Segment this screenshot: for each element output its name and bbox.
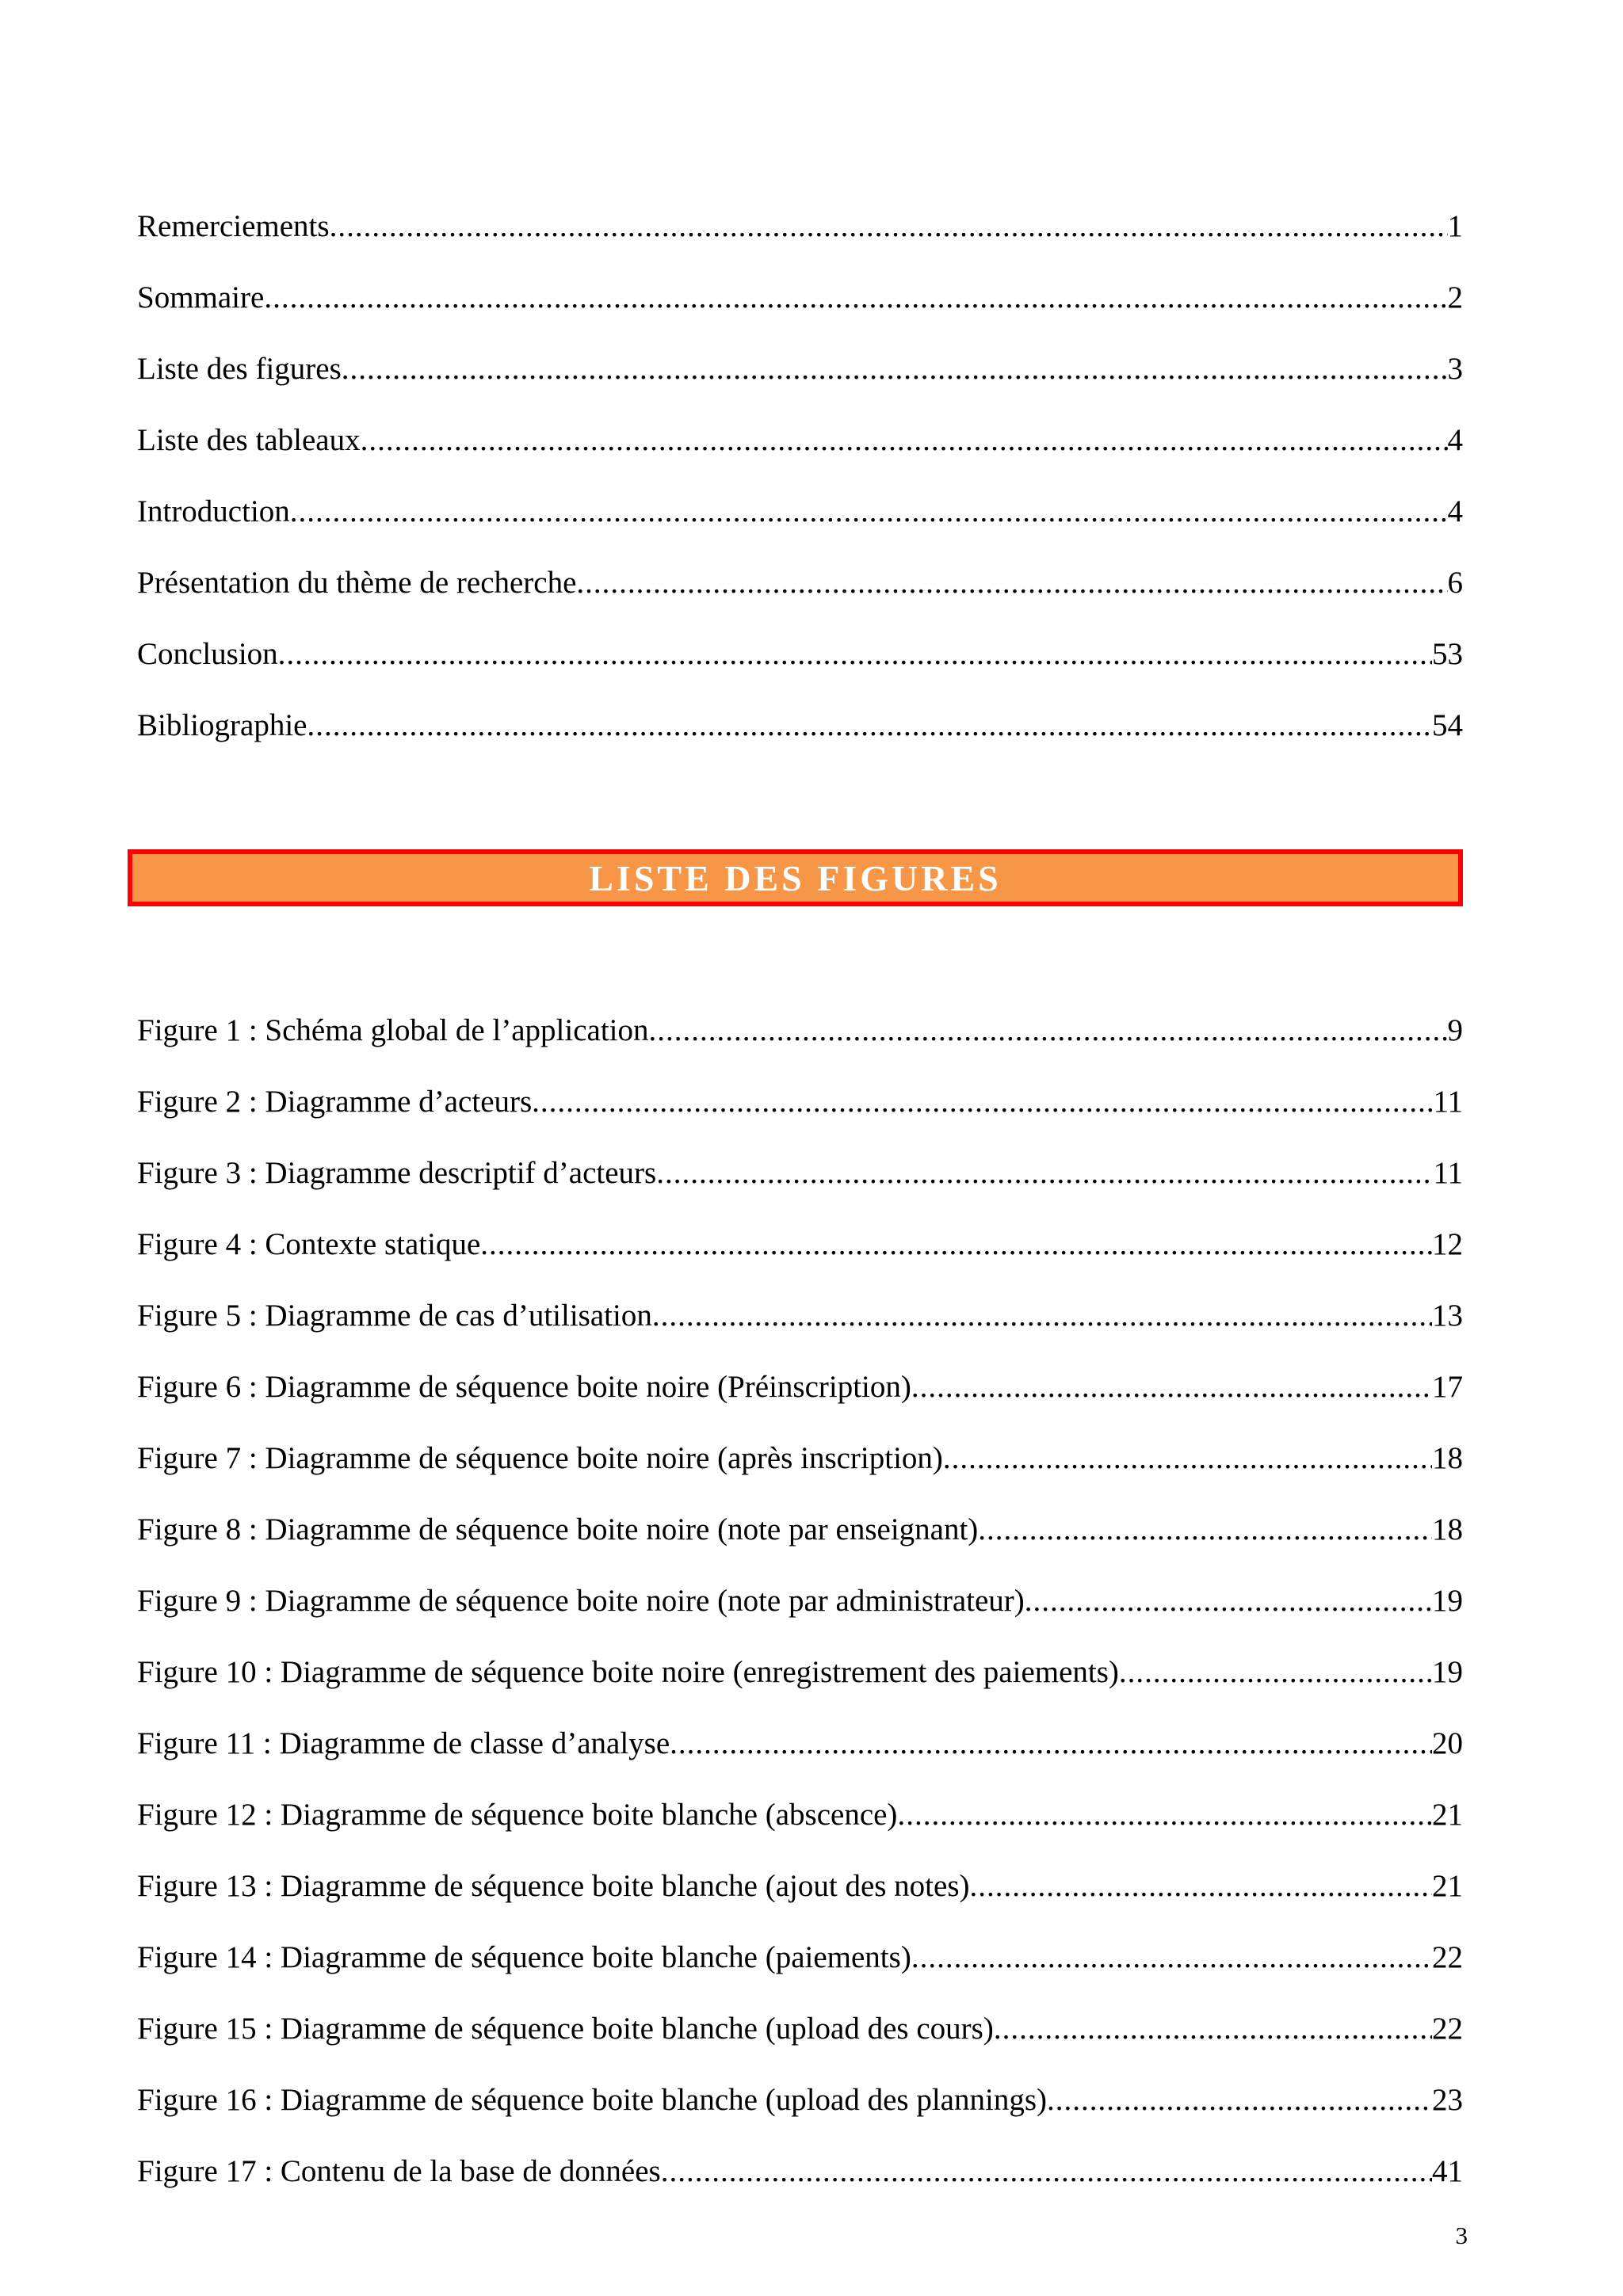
dot-leader bbox=[307, 700, 1432, 751]
figure-entry[interactable] bbox=[137, 1219, 1463, 1291]
toc-entry-label: Liste des tableaux bbox=[137, 423, 361, 457]
figure-entry[interactable] bbox=[137, 1291, 1463, 1362]
dot-leader bbox=[978, 1505, 1432, 1555]
figure-entry-label: Figure 2 : Diagramme d’acteurs bbox=[137, 1085, 533, 1119]
figure-entry[interactable] bbox=[137, 1362, 1463, 1433]
figure-entry[interactable] bbox=[137, 1077, 1463, 1148]
figure-entry-page: 23 bbox=[1432, 2083, 1463, 2117]
dot-leader bbox=[576, 558, 1447, 608]
figure-entry-label: Figure 14 : Diagramme de séquence boite blanche (paiements) bbox=[137, 1940, 911, 1974]
toc-entry-page: 4 bbox=[1447, 423, 1463, 457]
figure-entry-page: 17 bbox=[1432, 1370, 1463, 1404]
figure-entry-page: 12 bbox=[1432, 1227, 1463, 1261]
figure-entry[interactable] bbox=[137, 1861, 1463, 1932]
figure-entry-label: Figure 1 : Schéma global de l’application bbox=[137, 1013, 649, 1047]
figure-entry[interactable] bbox=[137, 1718, 1463, 1790]
dot-leader bbox=[290, 486, 1448, 537]
toc-entry[interactable] bbox=[137, 201, 1463, 273]
figure-entry-page: 41 bbox=[1432, 2154, 1463, 2188]
figure-entry-label: Figure 15 : Diagramme de séquence boite blanche (upload des cours) bbox=[137, 2012, 994, 2046]
figure-entry-page: 18 bbox=[1432, 1512, 1463, 1547]
figure-entry-page: 21 bbox=[1432, 1798, 1463, 1832]
figure-entry-label: Figure 6 : Diagramme de séquence boite noire (Préinscription) bbox=[137, 1370, 911, 1404]
figure-entry[interactable] bbox=[137, 2004, 1463, 2075]
figure-entry-label: Figure 13 : Diagramme de séquence boite blanche (ajout des notes) bbox=[137, 1869, 970, 1903]
dot-leader bbox=[661, 2146, 1432, 2197]
toc-entry-label: Liste des figures bbox=[137, 352, 342, 386]
figure-entry[interactable] bbox=[137, 2075, 1463, 2146]
figure-entry-label: Figure 9 : Diagramme de séquence boite noire (note par administrateur) bbox=[137, 1584, 1025, 1618]
figure-entry-label: Figure 10 : Diagramme de séquence boite noire (enregistrement des paiements) bbox=[137, 1655, 1119, 1689]
dot-leader bbox=[264, 273, 1447, 323]
dot-leader bbox=[278, 629, 1432, 680]
list-of-figures bbox=[137, 1005, 1463, 2218]
dot-leader bbox=[897, 1790, 1432, 1840]
figure-entry[interactable] bbox=[137, 1790, 1463, 1861]
figure-entry[interactable] bbox=[137, 1647, 1463, 1718]
figure-entry-page: 22 bbox=[1432, 2012, 1463, 2046]
toc-entry[interactable] bbox=[137, 415, 1463, 486]
figure-entry-page: 19 bbox=[1432, 1655, 1463, 1689]
figure-entry-page: 9 bbox=[1447, 1013, 1463, 1047]
figure-entry-page: 22 bbox=[1432, 1940, 1463, 1974]
figure-entry-label: Figure 11 : Diagramme de classe d’analyse bbox=[137, 1726, 670, 1760]
figure-entry-page: 20 bbox=[1432, 1726, 1463, 1760]
toc-entry-page: 54 bbox=[1432, 708, 1463, 742]
dot-leader bbox=[994, 2004, 1432, 2054]
figure-entry[interactable] bbox=[137, 2146, 1463, 2218]
figure-entry[interactable] bbox=[137, 1576, 1463, 1647]
toc-entry-label: Bibliographie bbox=[137, 708, 307, 742]
figure-entry-page: 13 bbox=[1432, 1299, 1463, 1333]
figure-entry[interactable] bbox=[137, 1505, 1463, 1576]
toc-entry-label: Présentation du thème de recherche bbox=[137, 566, 577, 600]
dot-leader bbox=[649, 1005, 1448, 1056]
dot-leader bbox=[1025, 1576, 1432, 1627]
toc-entry[interactable] bbox=[137, 344, 1463, 415]
dot-leader bbox=[911, 1362, 1432, 1413]
toc-entry-page: 4 bbox=[1447, 494, 1463, 528]
dot-leader bbox=[361, 415, 1448, 466]
toc-entry[interactable] bbox=[137, 486, 1463, 558]
figure-entry[interactable] bbox=[137, 1005, 1463, 1077]
figure-entry-page: 11 bbox=[1433, 1156, 1463, 1190]
page-number: 3 bbox=[1455, 2222, 1468, 2249]
figure-entry-label: Figure 7 : Diagramme de séquence boite noire (après inscription) bbox=[137, 1441, 943, 1475]
dot-leader bbox=[970, 1861, 1433, 1912]
toc-entry-page: 2 bbox=[1447, 280, 1463, 315]
dot-leader bbox=[670, 1718, 1432, 1769]
figure-entry-label: Figure 16 : Diagramme de séquence boite blanche (upload des plannings) bbox=[137, 2083, 1047, 2117]
figure-entry-label: Figure 17 : Contenu de la base de données bbox=[137, 2154, 661, 2188]
toc-entry-label: Sommaire bbox=[137, 280, 265, 315]
dot-leader bbox=[652, 1291, 1432, 1341]
toc-entry-label: Remerciements bbox=[137, 209, 330, 243]
figure-entry-page: 18 bbox=[1432, 1441, 1463, 1475]
figure-entry-label: Figure 4 : Contexte statique bbox=[137, 1227, 481, 1261]
dot-leader bbox=[480, 1219, 1432, 1270]
figure-entry-label: Figure 3 : Diagramme descriptif d’acteurs bbox=[137, 1156, 657, 1190]
figure-entry-page: 11 bbox=[1433, 1085, 1463, 1119]
figure-entry[interactable] bbox=[137, 1148, 1463, 1219]
toc-entry[interactable] bbox=[137, 273, 1463, 344]
dot-leader bbox=[911, 1932, 1432, 1983]
toc-entry[interactable] bbox=[137, 700, 1463, 772]
figure-entry-label: Figure 12 : Diagramme de séquence boite blanche (abscence) bbox=[137, 1798, 898, 1832]
dot-leader bbox=[1047, 2075, 1432, 2126]
figures-section-title: LISTE DES FIGURES bbox=[589, 857, 1002, 898]
toc-entry-label: Conclusion bbox=[137, 637, 278, 671]
figure-entry-label: Figure 8 : Diagramme de séquence boite noire (note par enseignant) bbox=[137, 1512, 979, 1547]
toc-entry[interactable] bbox=[137, 629, 1463, 700]
dot-leader bbox=[330, 201, 1448, 252]
figure-entry-page: 19 bbox=[1432, 1584, 1463, 1618]
toc-entry-page: 6 bbox=[1447, 566, 1463, 600]
toc-entry-page: 3 bbox=[1447, 352, 1463, 386]
table-of-contents bbox=[137, 201, 1463, 772]
figure-entry-label: Figure 5 : Diagramme de cas d’utilisation bbox=[137, 1299, 652, 1333]
dot-leader bbox=[342, 344, 1448, 395]
figures-section-banner bbox=[128, 849, 1463, 906]
dot-leader bbox=[1119, 1647, 1432, 1698]
figure-entry[interactable] bbox=[137, 1433, 1463, 1505]
toc-entry[interactable] bbox=[137, 558, 1463, 629]
toc-entry-page: 1 bbox=[1447, 209, 1463, 243]
figure-entry[interactable] bbox=[137, 1932, 1463, 2004]
dot-leader bbox=[943, 1433, 1432, 1484]
figure-entry-page: 21 bbox=[1432, 1869, 1463, 1903]
dot-leader bbox=[532, 1077, 1433, 1127]
dot-leader bbox=[656, 1148, 1433, 1199]
toc-entry-label: Introduction bbox=[137, 494, 290, 528]
toc-entry-page: 53 bbox=[1432, 637, 1463, 671]
